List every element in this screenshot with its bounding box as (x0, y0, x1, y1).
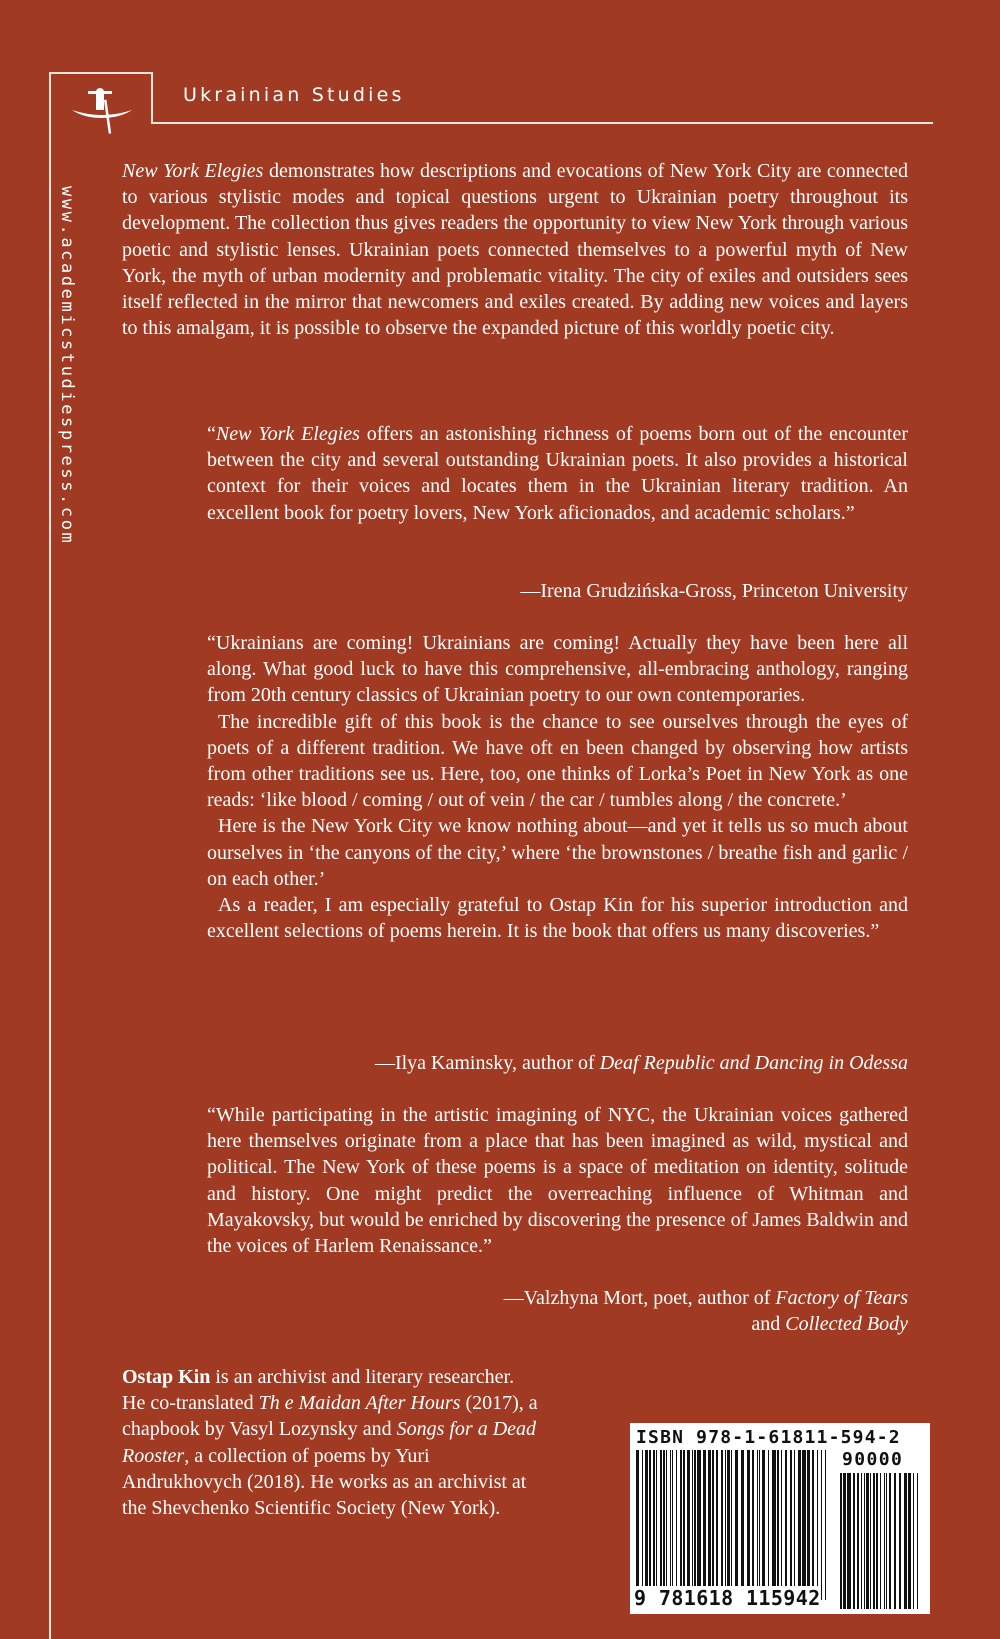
isbn-number: ISBN 978-1-61811-594-2 (636, 1427, 901, 1448)
barcode-bar (886, 1473, 887, 1609)
website-url: www.academicstudiespress.com (57, 186, 77, 546)
barcode-bar (757, 1450, 758, 1600)
barcode-bar (904, 1473, 907, 1609)
barcode-bar (870, 1473, 871, 1609)
attribution-mort (207, 1285, 908, 1337)
blurb-text: offers an astonishing richness of poems born out of the encounter between the city and several outstanding Ukrainian poets. It also provides a historical context for their voices and locates them in the Ukrainian literary tradition. An excellent book for poetry lovers, New York aficionados, and academic scholars.” (207, 423, 908, 524)
barcode-bar (666, 1450, 667, 1600)
price-addon-code: 90000 (842, 1449, 904, 1470)
description-text: demonstrates how descriptions and evocations of New York City are connected to various stylistic modes and topical questions urgent to Ukrainian poetry throughout its development. The collection thus gives readers the opportunity to view New York through various poetic and stylistic lenses. Ukrainian poets connected themselves to a powerful myth of New York, the myth of urban modernity and problematic vitality. The city of exiles and outsiders sees itself reflected in the mirror that newcomers and exiles created. By adding new voices and layers to this amalgam, it is possible to observe the expanded picture of this worldly poetic city. (122, 160, 908, 340)
barcode-bar (642, 1450, 643, 1600)
bio-title: Th e Maidan After Hours (258, 1392, 461, 1415)
barcode-bar (884, 1473, 885, 1609)
barcode-bar (794, 1450, 795, 1600)
barcode-bar (861, 1473, 862, 1609)
barcode-bar (908, 1473, 911, 1609)
attribution-titles: Deaf Republic and Dancing in Odessa (599, 1052, 908, 1074)
barcode-bars (636, 1450, 832, 1600)
barcode-bar (798, 1450, 801, 1600)
barcode-bar (821, 1450, 822, 1600)
frame-top-line (49, 72, 153, 74)
barcode-bar (812, 1450, 814, 1600)
blurb-paragraph: Here is the New York City we know nothing about—and yet it tells us so much about ourselves in ‘the canyons of the city,’ where ‘the brownstones / breathe fish and garlic / on each other.’ (207, 815, 908, 890)
barcode-bar (772, 1450, 776, 1600)
barcode-bar (894, 1473, 896, 1609)
bio-text: , a collection of poems by Yuri Andrukhovych (2018). He works as an archivist at the Shevchenko Scientific Society (New York). (122, 1444, 527, 1520)
barcode-bar (725, 1450, 726, 1600)
barcode-bar (873, 1473, 875, 1609)
barcode-bar (840, 1473, 842, 1609)
bio-text: (2017), a chapbook by Vasyl Lozynsky and (122, 1392, 538, 1441)
blurb-grudzinska-gross (207, 421, 908, 526)
barcode-bar (727, 1450, 730, 1600)
barcode-bar (703, 1450, 706, 1600)
barcode-bar (680, 1450, 682, 1600)
frame-vertical-line (49, 72, 51, 1639)
boat-rower-icon (68, 88, 136, 142)
barcode-bar (917, 1473, 918, 1609)
barcode-bar (817, 1450, 818, 1600)
barcode-bar (866, 1473, 869, 1609)
barcode-bar (670, 1450, 671, 1600)
barcode-bar (735, 1450, 738, 1600)
barcode-bar (653, 1450, 655, 1600)
barcode-bar (692, 1450, 693, 1600)
barcode-bar (656, 1450, 657, 1600)
barcode-bar (864, 1473, 865, 1609)
barcode-bar (721, 1450, 723, 1600)
bio-text: is an archivist and literary researcher. He co-translated (122, 1366, 515, 1415)
blurb-paragraph: As a reader, I am especially grateful to Ostap Kin for his superior introduction and excellent selections of poems herein. It is the book that offers us many discoveries.” (207, 894, 908, 943)
barcode-bar (913, 1473, 914, 1609)
barcode-bar (747, 1450, 750, 1600)
barcode-bar (876, 1473, 878, 1609)
bio-title: Songs for a Dead Rooster (122, 1418, 537, 1467)
series-title: Ukrainian Studies (183, 84, 405, 106)
quote-open: “ (207, 423, 216, 445)
barcode-bar (802, 1450, 806, 1600)
isbn-barcode (630, 1423, 930, 1614)
barcode-bar (663, 1450, 665, 1600)
barcode-bar (889, 1473, 891, 1609)
book-description (122, 158, 908, 341)
blurb-book-title: New York Elegies (215, 423, 360, 445)
barcode-bar (645, 1450, 648, 1600)
attribution-prefix: —Valzhyna Mort, poet, author of (503, 1287, 776, 1309)
barcode-bar (694, 1450, 696, 1600)
barcode-bar (857, 1473, 859, 1609)
barcode-bar (807, 1450, 810, 1600)
barcode-bar (781, 1450, 782, 1600)
blurb-text: “While participating in the artistic imagining of NYC, the Ukrainian voices gathered here themselves originate from a place that has been imagined as wild, mystical and political. The New York of these poems is a space of meditation on identity, solitude and history. One might predict the overreaching influence of Whitman and Mayakovsky, but would be enriched by discovering the presence of James Baldwin and the voices of Harlem Renaissance.” (207, 1104, 908, 1258)
attribution-title: Factory of Tears (775, 1287, 908, 1309)
barcode-bar (899, 1473, 901, 1609)
frame-corner-line (151, 72, 153, 124)
barcode-bar (790, 1450, 792, 1600)
blurb-kaminsky (207, 630, 908, 944)
barcode-bar (768, 1450, 769, 1600)
barcode-bar (636, 1450, 639, 1600)
barcode-bar (777, 1450, 779, 1600)
barcode-bar (687, 1450, 690, 1600)
barcode-bar (741, 1450, 744, 1600)
barcode-bar (762, 1450, 765, 1600)
attribution-mid: and (751, 1313, 786, 1336)
barcode-bar (785, 1450, 787, 1600)
barcode-bar (697, 1450, 701, 1600)
barcode-bar (683, 1450, 685, 1600)
barcode-bar (847, 1473, 851, 1609)
barcode-bar (853, 1473, 855, 1609)
barcode-bar (843, 1473, 846, 1609)
blurb-paragraph: The incredible gift of this book is the chance to see ourselves through the eyes of poets of a different tradition. We have oft en been changed by observing how artists from other traditions see us. Here, too, one thinks of Lorka’s Poet in New York as one reads: ‘like blood / coming / out of vein / the car / tumbles along / the concrete.’ (207, 710, 908, 812)
attribution-title: Collected Body (785, 1313, 908, 1336)
barcode-bar (712, 1450, 714, 1600)
barcode-bar (660, 1450, 662, 1600)
barcode-bar (752, 1450, 754, 1600)
blurb-mort (207, 1102, 908, 1259)
barcode-bar (716, 1450, 718, 1600)
blurb-paragraph: “Ukrainians are coming! Ukrainians are coming! Actually they have been here all along. What good luck to have this comprehensive, all-embracing anthology, ranging from 20th century classics of Ukrainian poetry to our own contemporaries. (207, 632, 908, 707)
book-title: New York Elegies (122, 160, 264, 182)
barcode-bar (825, 1450, 826, 1600)
barcode-bar (880, 1473, 881, 1609)
attribution-prefix: —Ilya Kaminsky, author of (374, 1052, 600, 1074)
barcode-bar (676, 1450, 677, 1600)
attribution-kaminsky (207, 1050, 908, 1076)
barcode-bar (649, 1450, 651, 1600)
author-name: Ostap Kin (122, 1366, 211, 1388)
barcode-bar (731, 1450, 732, 1600)
author-bio (122, 1364, 542, 1521)
barcode-bar (759, 1450, 760, 1600)
attribution-grudzinska-gross: —Irena Grudzińska-Gross, Princeton University (520, 580, 908, 602)
barcode-bar (672, 1450, 673, 1600)
barcode-bar (708, 1450, 711, 1600)
addon-barcode-bars (840, 1473, 924, 1609)
ean-digits: 9 781618 115942 (634, 1586, 821, 1610)
frame-horizontal-line (151, 122, 933, 124)
